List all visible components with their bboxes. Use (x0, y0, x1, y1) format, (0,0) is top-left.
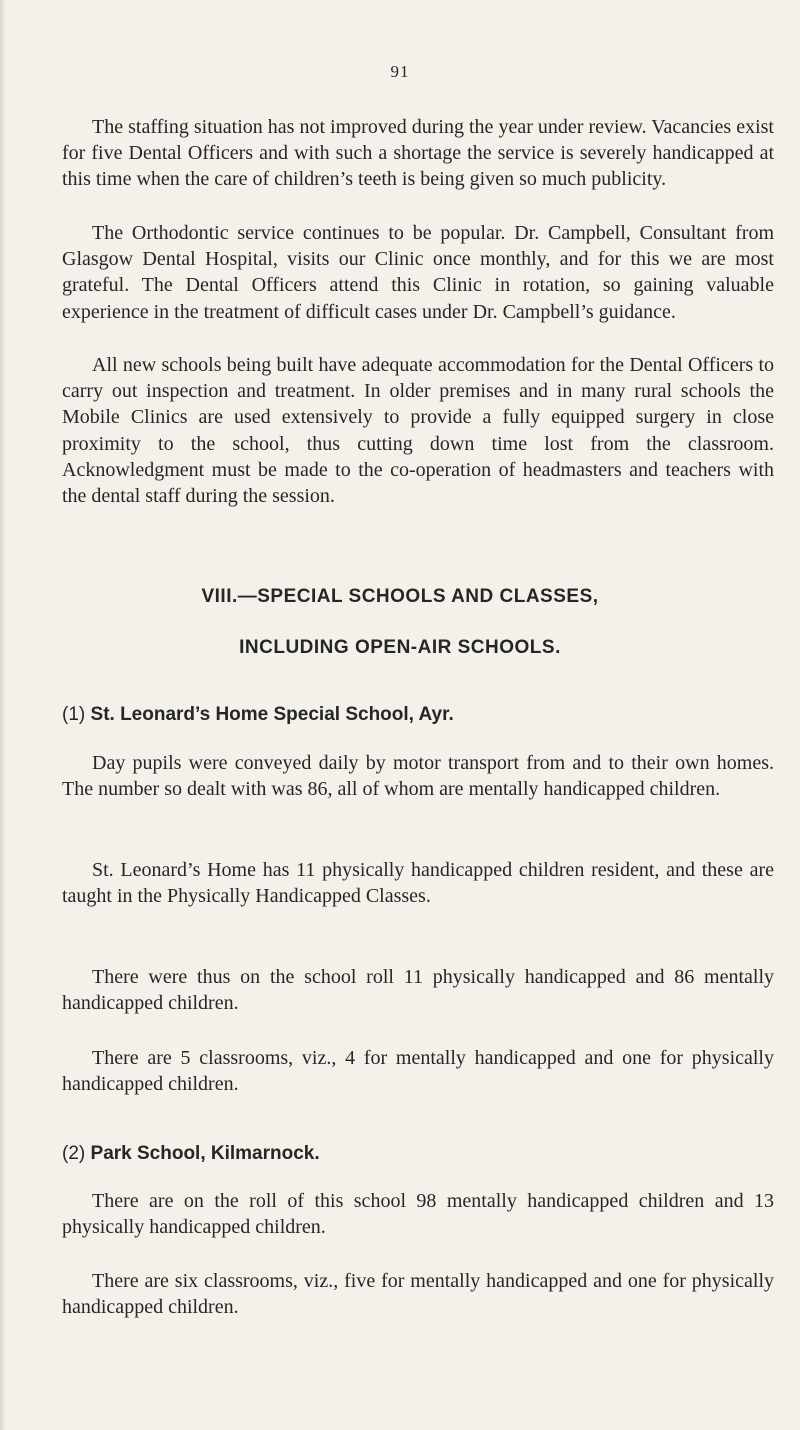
subheading-title: Park School, Kilmarnock. (90, 1143, 320, 1164)
page-edge-shadow (0, 0, 6, 1430)
section-heading-line-2: INCLUDING OPEN-AIR SCHOOLS. (239, 637, 561, 658)
paragraph-resident: St. Leonard’s Home has 11 physically handicapped children resident, and these are taught in the Physically Handicapped Classes. (62, 859, 774, 908)
subheading-park-school (62, 1141, 774, 1167)
subheading-title: St. Leonard’s Home Special School, Ayr. (90, 704, 454, 725)
paragraph-school-roll: There were thus on the school roll 11 physically handicapped and 86 mentally handicapped children. (62, 966, 774, 1015)
subheading-number: (2) (62, 1143, 86, 1164)
paragraph-orthodontic: The Orthodontic service continues to be popular. Dr. Campbell, Consultant from Glasgow Dental Hospital, visits our Clinic once monthly, and for this we are most grateful. The Dental Officers attend this Clinic in rotation, so gaining valuable experience in the treatment of difficult cases under Dr. Campbell’s guidance. (62, 222, 774, 323)
subheading-st-leonards (62, 702, 774, 728)
paragraph-classrooms-2: There are six classrooms, viz., five for mentally handicapped and one for physically handicapped children. (62, 1270, 774, 1319)
subheading-number: (1) (62, 704, 86, 725)
paragraph-new-schools: All new schools being built have adequate accommodation for the Dental Officers to carry out inspection and treatment. In older premises and in many rural schools the Mobile Clinics are used extensively to provide a fully equipped surgery in close proximity to the school, thus cutting down time lost from the classroom. Acknowledgment must be made to the co-operation of headmasters and teachers with the dental staff during the session. (62, 354, 774, 508)
paragraph-park-roll: There are on the roll of this school 98 mentally handicapped children and 13 physically handicapped children. (62, 1190, 774, 1239)
paragraph-classrooms-1: There are 5 classrooms, viz., 4 for mentally handicapped and one for physically handicapped children. (62, 1047, 774, 1096)
paragraph-day-pupils: Day pupils were conveyed daily by motor transport from and to their own homes. The number so dealt with was 86, all of whom are mentally handicapped children. (62, 752, 774, 801)
section-heading-line-1: VIII.—SPECIAL SCHOOLS AND CLASSES, (201, 586, 599, 607)
page-number: 91 (390, 62, 410, 81)
paragraph-staffing: The staffing situation has not improved during the year under review. Vacancies exist for five Dental Officers and with such a shortage the service is severely handicapped at this time when the care of children’s teeth is being given so much publicity. (62, 116, 774, 191)
